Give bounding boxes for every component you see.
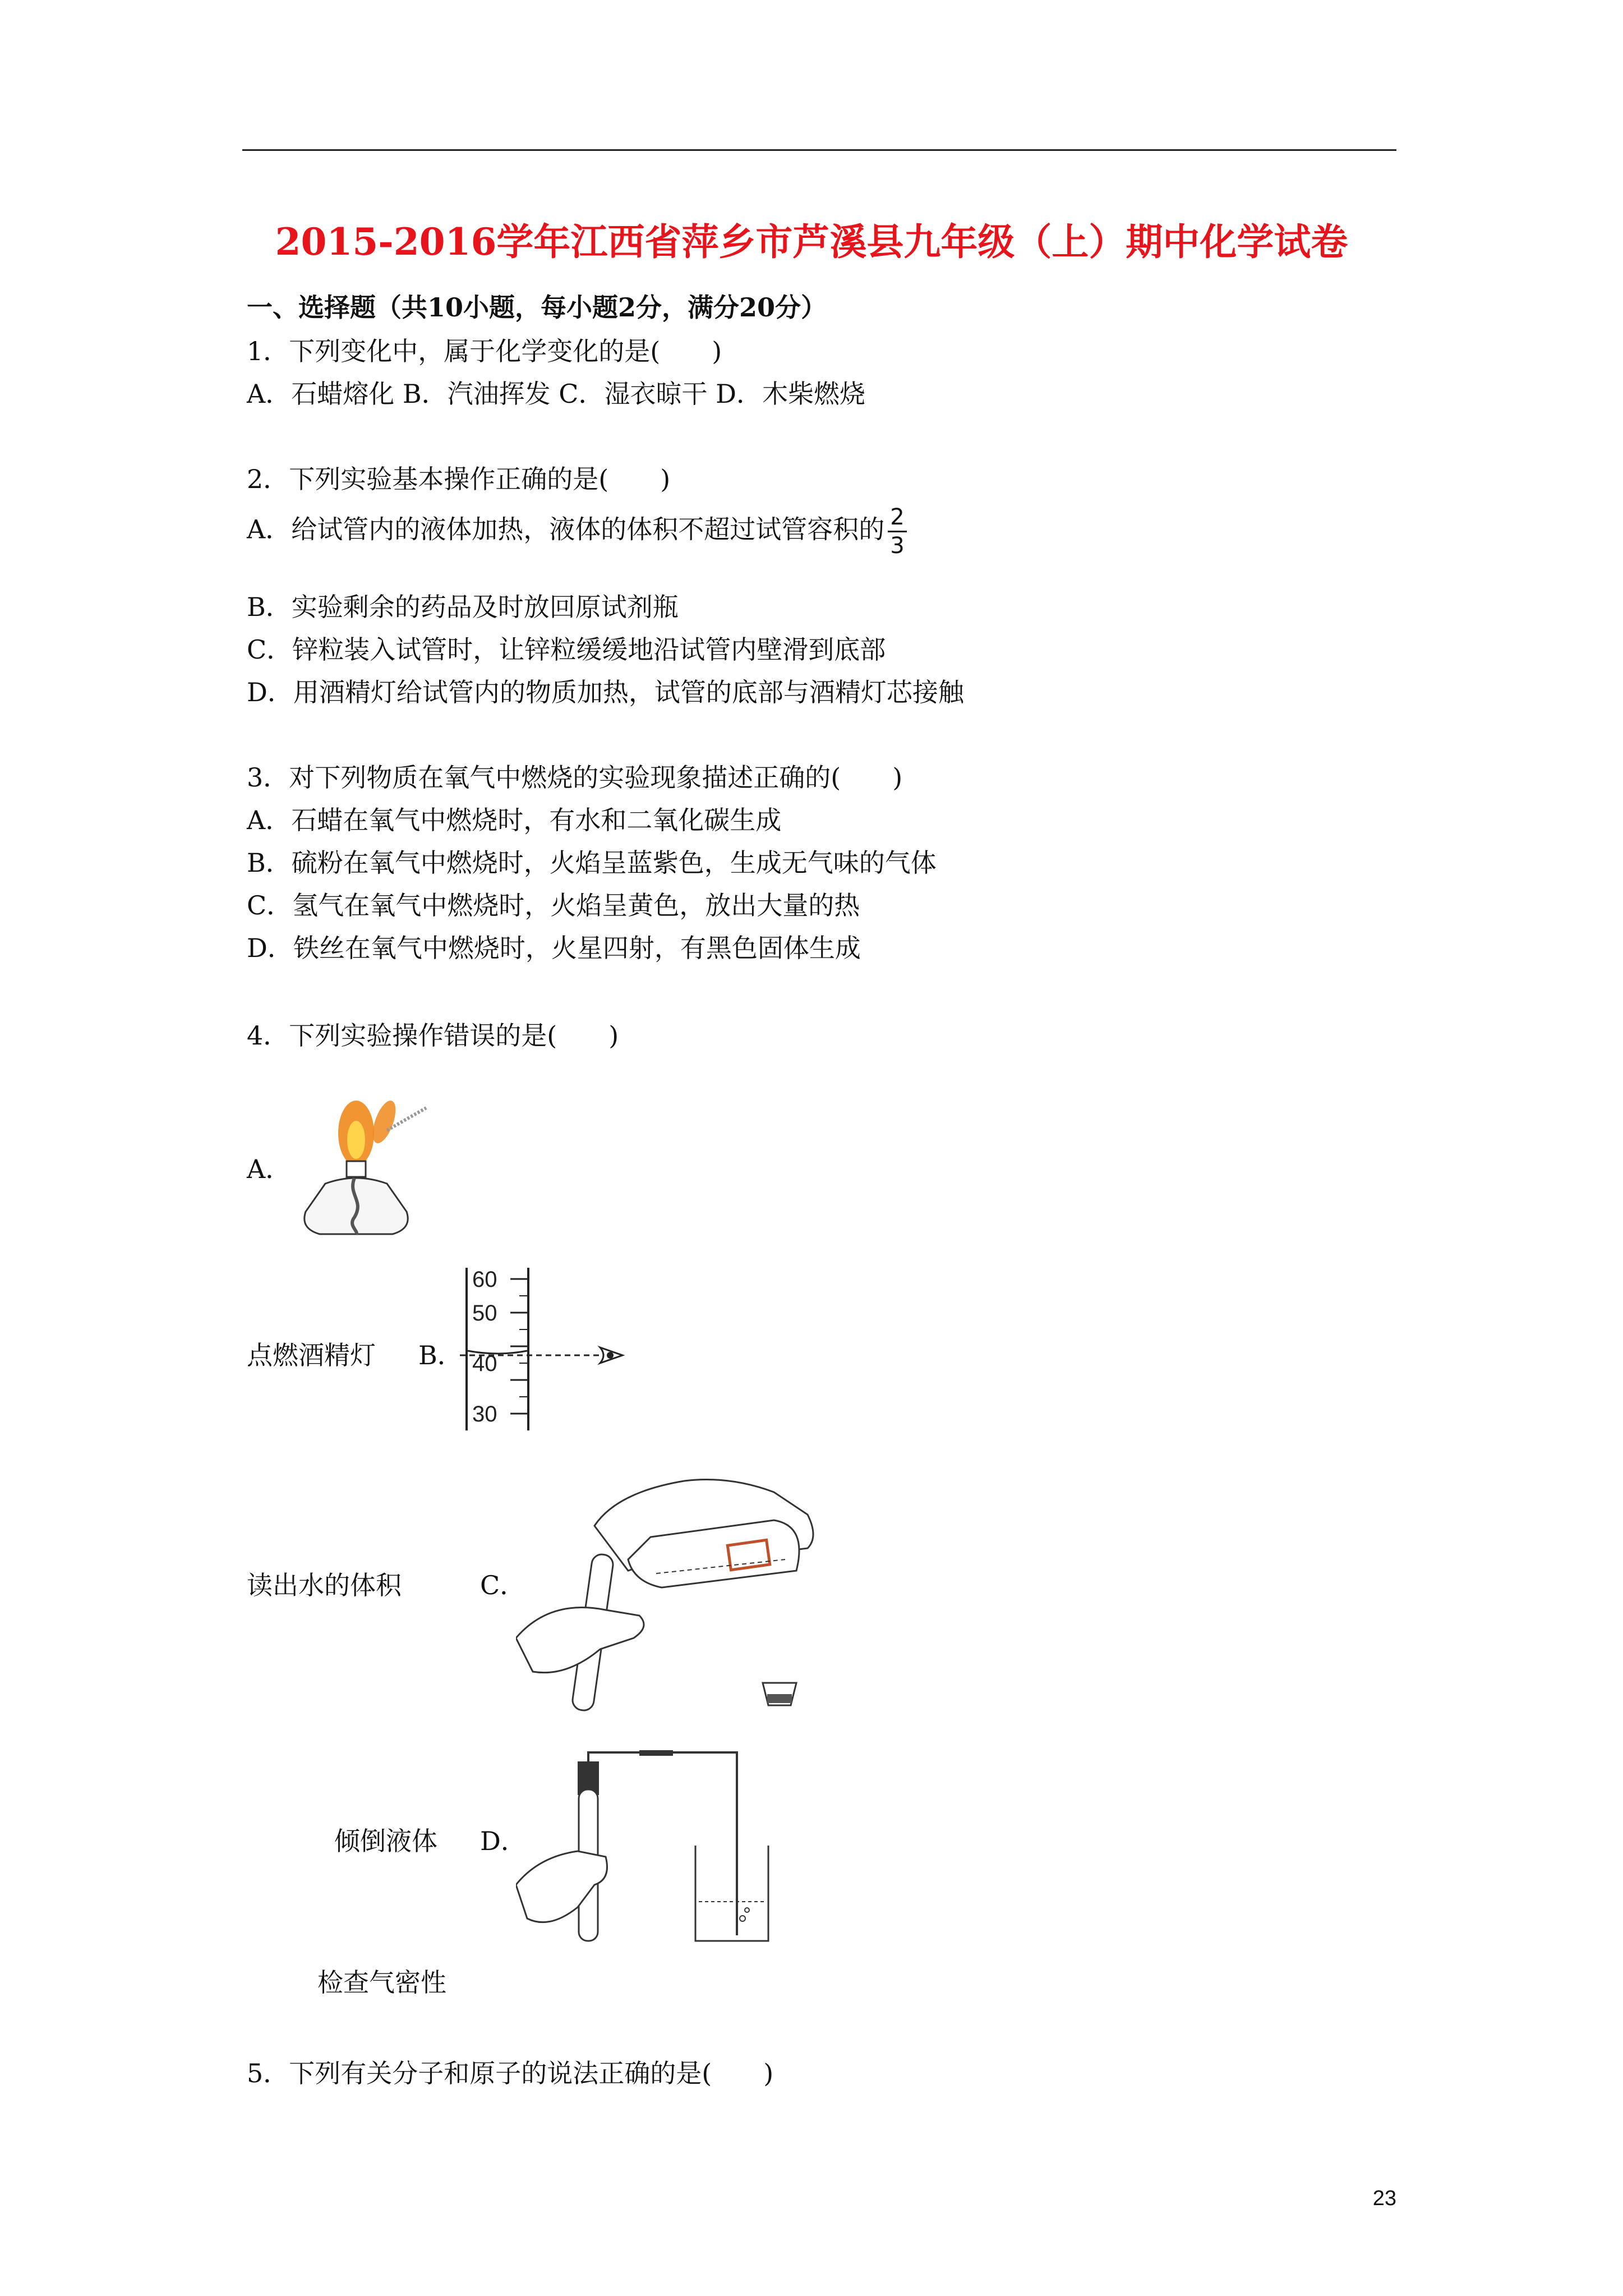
q3-option-c: C．氢气在氧气中燃烧时，火焰呈黄色，放出大量的热 <box>247 890 860 921</box>
q4-option-b-label: B． <box>418 1340 463 1370</box>
q4-option-a-caption: 点燃酒精灯 <box>247 1340 376 1370</box>
q2-stem: 2．下列实验基本操作正确的是( ) <box>247 464 671 494</box>
q2-option-b: B．实验剩余的药品及时放回原试剂瓶 <box>247 592 679 622</box>
page-title: 2015-2016学年江西省萍乡市芦溪县九年级（上）期中化学试卷 <box>275 220 1348 264</box>
q2-option-d: D．用酒精灯给试管内的物质加热，试管的底部与酒精灯芯接触 <box>247 677 964 707</box>
q3-stem: 3．对下列物质在氧气中燃烧的实验现象描述正确的( ) <box>247 762 903 793</box>
airtightness-check-illustration <box>516 1750 774 1952</box>
q5-stem: 5．下列有关分子和原子的说法正确的是( ) <box>247 2058 774 2088</box>
eye-pupil <box>607 1352 614 1359</box>
q3-option-d: D．铁丝在氧气中燃烧时，火星四射，有黑色固体生成 <box>247 933 861 963</box>
q2-option-a-text: A．给试管内的液体加热，液体的体积不超过试管容积的 <box>247 514 885 545</box>
q4-option-d-caption: 检查气密性 <box>317 1967 446 1998</box>
tick-label-60: 60 <box>472 1267 497 1292</box>
alcohol-lamp-illustration <box>292 1077 437 1245</box>
q4-option-a-label: A． <box>247 1154 292 1184</box>
q1-stem: 1．下列变化中，属于化学变化的是( ) <box>247 336 722 366</box>
fraction-numerator: 2 <box>888 504 906 532</box>
graduated-cylinder-illustration <box>460 1262 639 1442</box>
q2-option-a <box>247 504 907 559</box>
tube-connector <box>639 1750 673 1756</box>
lamp-cap <box>347 1161 366 1177</box>
fraction <box>888 504 906 559</box>
stopper-base <box>767 1694 792 1703</box>
flame-inner <box>347 1121 365 1159</box>
q3-option-b: B．硫粉在氧气中燃烧时，火焰呈蓝紫色，生成无气味的气体 <box>247 848 937 878</box>
page-number: 23 <box>1372 2187 1396 2210</box>
q4-option-d-label: D． <box>480 1826 527 1856</box>
delivery-tube <box>588 1752 737 1935</box>
q3-option-a: A．石蜡在氧气中燃烧时，有水和二氧化碳生成 <box>247 805 782 835</box>
q2-option-c: C．锌粒装入试管时，让锌粒缓缓地沿试管内壁滑到底部 <box>247 634 886 665</box>
tick-label-40: 40 <box>472 1351 497 1376</box>
q4-option-b-caption: 读出水的体积 <box>247 1570 402 1600</box>
holding-hand <box>516 1608 644 1673</box>
tick-label-50: 50 <box>472 1301 497 1326</box>
pouring-liquid-illustration <box>516 1458 830 1728</box>
bubble <box>740 1916 745 1921</box>
q4-option-c-caption: 倾倒液体 <box>334 1826 437 1856</box>
q4-stem: 4．下列实验操作错误的是( ) <box>247 1020 619 1051</box>
header-rule <box>242 149 1396 151</box>
section-heading: 一、选择题（共10小题，每小题2分，满分20分） <box>247 292 827 323</box>
fraction-denominator: 3 <box>890 533 905 559</box>
q4-option-c-label: C． <box>480 1570 526 1600</box>
beaker <box>695 1846 768 1941</box>
q1-options: A．石蜡熔化 B．汽油挥发 C．湿衣晾干 D．木柴燃烧 <box>247 379 865 409</box>
cylinder-scale <box>510 1279 528 1414</box>
tick-label-30: 30 <box>472 1402 497 1427</box>
bubble <box>745 1908 749 1912</box>
